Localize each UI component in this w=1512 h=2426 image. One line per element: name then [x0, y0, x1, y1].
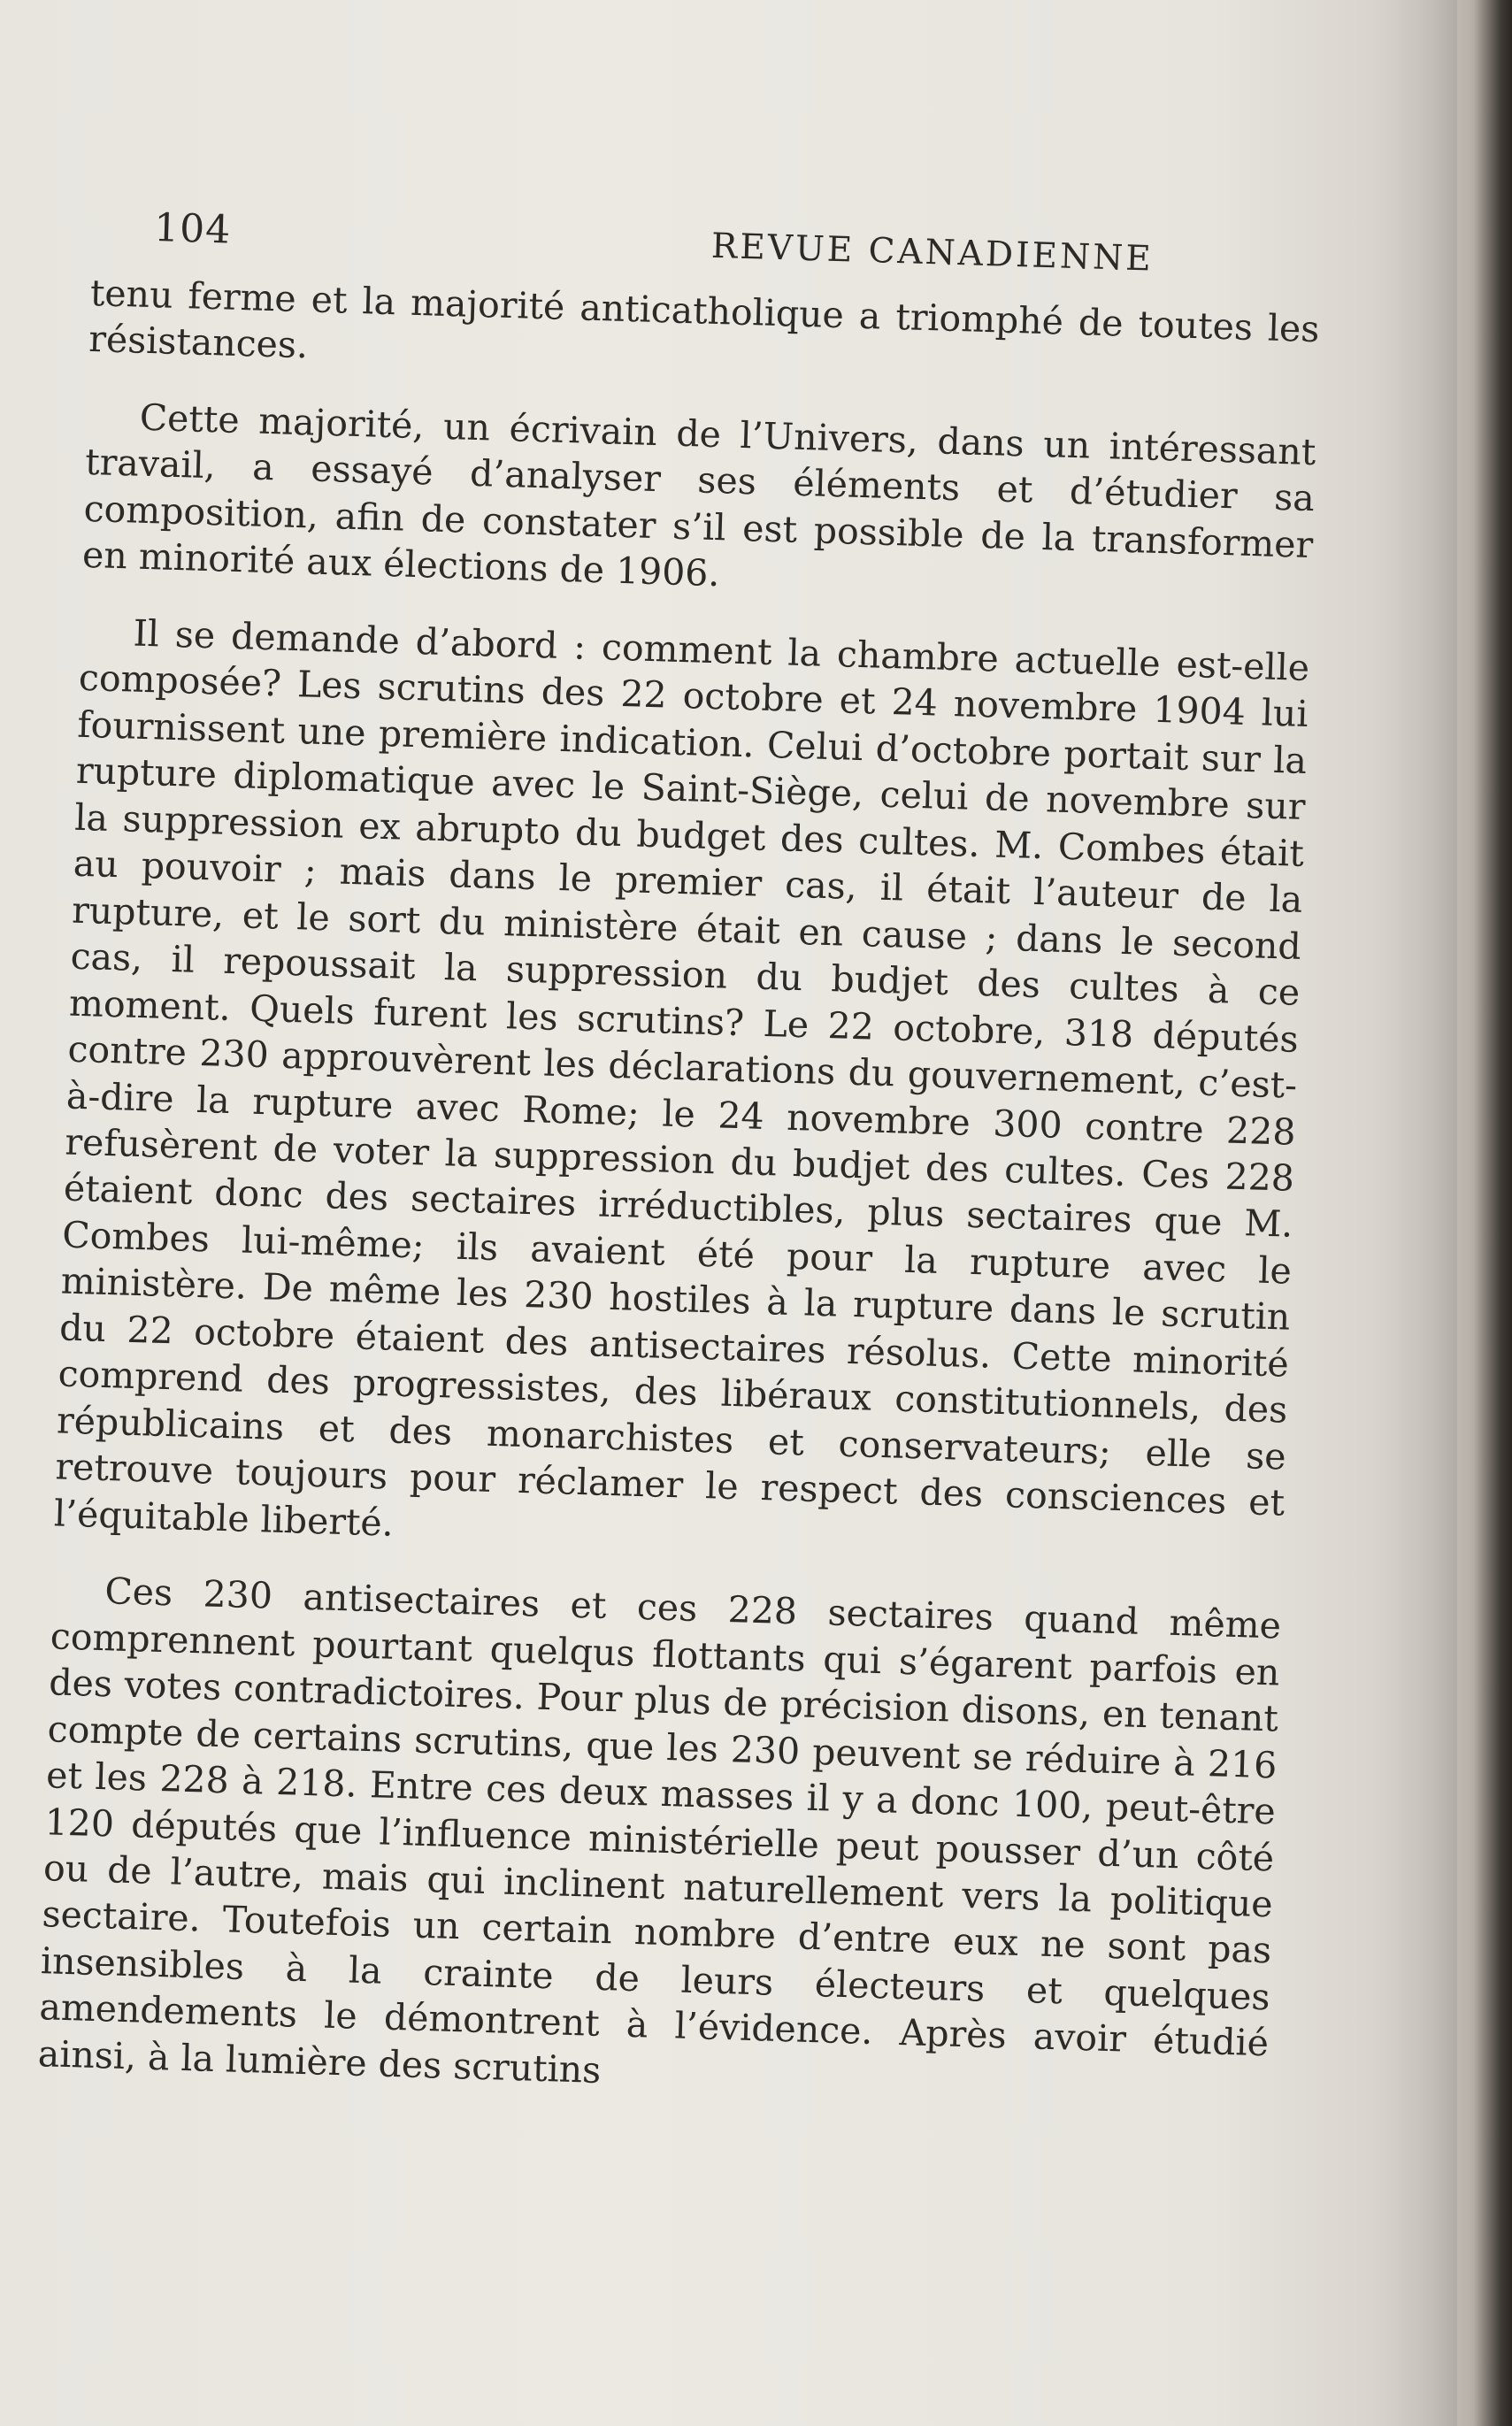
page-header	[91, 203, 1322, 285]
paragraph-3: Il se demande d’abord : comment la chambre actuelle est-elle composée? Les scrutins des 22 octobre et 24 novembre 1904 lui fournissent une première indication. Celui d’octobre portait sur la rupture diplomatique avec le Saint-Siège, celui de novembre sur la suppression ex abrupto du budget des cultes. M. Combes était au pouvoir ; mais dans le premier cas, il était l’auteur de la rupture, et le sort du ministère était en cause ; dans le second cas, il repoussait la suppression du budjet des cultes à ce moment. Quels furent les scrutins? Le 22 octobre, 318 députés contre 230 approuvèrent les déclarations du gouvernement, c’est-à-dire la rupture avec Rome; le 24 novembre 300 contre 228 refusèrent de voter la suppression du budjet des cultes. Ces 228 étaient donc des sectaires irréductibles, plus sectaires que M. Combes lui-même; ils avaient été pour la rupture avec le ministère. De même les 230 hostiles à la rupture dans le scrutin du 22 octobre étaient des antisectaires résolus. Cette minorité comprend des progressistes, des libéraux constitutionnels, des républicains et des monarchistes et conservateurs; elle se retrouve toujours pour réclamer le respect des consciences et l’équitable liberté.	[53, 611, 1310, 1545]
page-edge	[1457, 0, 1512, 2426]
paragraph-2: Cette majorité, un écrivain de l’Univers, dans un intéressant travail, a essayé d’analyser ses éléments et d’étudier sa composition, afin de constater s’il est possible de la transformer en minorité aux élections de 1906.	[81, 395, 1316, 595]
paragraph-4: Ces 230 antisectaires et ces 228 sectaires quand même comprennent pourtant quelqus flottants qui s’égarent parfois en des votes contradictoires. Pour plus de précision disons, en tenant compte de certains scrutins, que les 230 peuvent se réduire à 216 et les 228 à 218. Entre ces deux masses il y a donc 100, peut-être 120 députés que l’influence ministérielle peut pousser d’un côté ou de l’autre, mais qui inclinent naturellement vers la politique sectaire. Toutefois un certain nombre d’entre eux ne sont pas insensibles à la crainte de leurs électeurs et quelques amendements le démontrent à l’évidence. Après avoir étudié ainsi, à la lumière des scrutins	[37, 1570, 1282, 2092]
page-content	[36, 203, 1322, 2144]
page-gutter-shadow	[1369, 0, 1457, 2426]
running-title: REVUE CANADIENNE	[710, 226, 1155, 280]
paragraph-1: tenu ferme et la majorité anticatholique a triomphé de toutes les résistances.	[88, 271, 1321, 367]
page-number: 104	[153, 205, 232, 253]
